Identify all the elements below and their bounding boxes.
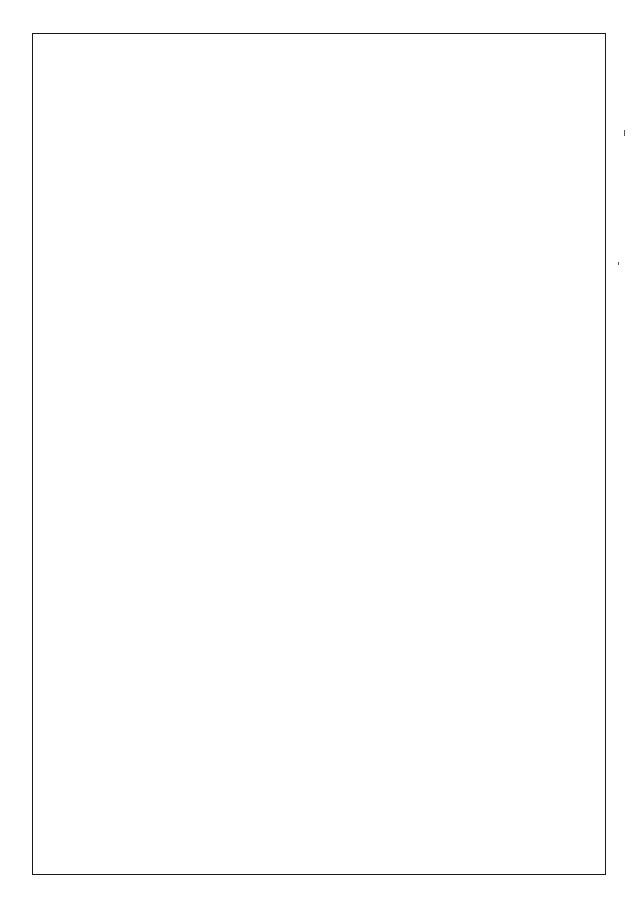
scan-mark — [624, 130, 625, 136]
budget-table — [32, 33, 606, 875]
scan-mark — [618, 262, 619, 265]
table-frame — [32, 33, 606, 875]
